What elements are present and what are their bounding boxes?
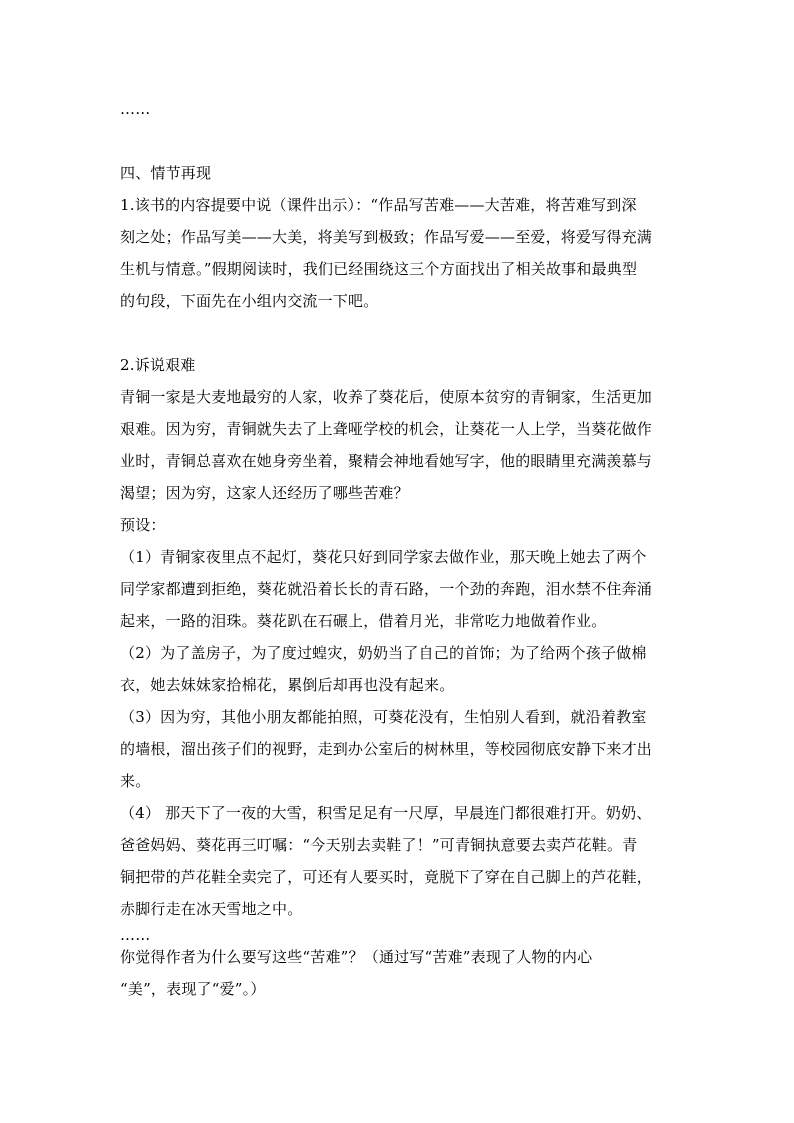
preset-label: 预设：: [120, 516, 166, 534]
para1-line: 1.该书的内容提要中说（课件出示）：“作品写苦难——大苦难，将苦难写到深: [120, 196, 637, 214]
item3-line: （3）因为穷，其他小朋友都能拍照，可葵花没有，生怕别人看到，就沿着教室: [120, 708, 647, 726]
item1-line: 起来，一路的泪珠。葵花趴在石碾上，借着月光，非常吃力地做着作业。: [120, 612, 607, 630]
item4-line: 赤脚行走在冰天雪地之中。: [120, 900, 303, 918]
item3-line: 来。: [120, 772, 151, 790]
question-line: 你觉得作者为什么要写这些“苦难”？（通过写“苦难”表现了人物的内心: [120, 948, 593, 966]
item3-line: 的墙根，溜出孩子们的视野，走到办公室后的树林里，等校园彻底安静下来才出: [120, 740, 653, 758]
para1-line: 刻之处；作品写美——大美，将美写到极致；作品写爱——至爱，将爱写得充满: [120, 228, 653, 246]
item2-line: （2）为了盖房子，为了度过蝗灾，奶奶当了自己的首饰；为了给两个孩子做棉: [120, 644, 647, 662]
item4-line: 铜把带的芦花鞋全卖完了，可还有人要买时，竟脱下了穿在自己脚上的芦花鞋，: [120, 868, 653, 886]
item4-line: （4） 那天下了一夜的大雪，积雪足足有一尺厚，早晨连门都很难打开。奶奶、: [120, 804, 652, 822]
question-line: “美”，表现了“爱”。）: [120, 980, 266, 998]
item4-line: 爸爸妈妈、葵花再三叮嘱：“今天别去卖鞋了！”可青铜执意要去卖芦花鞋。青: [120, 836, 638, 854]
para2-line: 业时，青铜总喜欢在她身旁坐着，聚精会神地看她写字，他的眼睛里充满羡慕与: [120, 452, 653, 470]
para2-line: 渴望；因为穷，这家人还经历了哪些苦难？: [120, 484, 409, 502]
item1-line: 同学家都遭到拒绝，葵花就沿着长长的青石路，一个劲的奔跑，泪水禁不住奔涌: [120, 580, 653, 598]
para2-line: 青铜一家是大麦地最穷的人家，收养了葵花后，使原本贫穷的青铜家，生活更加: [120, 388, 653, 406]
ellipsis-bottom: ……: [120, 926, 151, 944]
para1-line: 生机与情意。”假期阅读时，我们已经围绕这三个方面找出了相关故事和最典型: [120, 260, 638, 278]
item1-line: （1）青铜家夜里点不起灯，葵花只好到同学家去做作业，那天晚上她去了两个: [120, 548, 647, 566]
para2-line: 艰难。因为穷，青铜就失去了上聋哑学校的机会，让葵花一人上学，当葵花做作: [120, 420, 653, 438]
para1-line: 的句段，下面先在小组内交流一下吧。: [120, 292, 379, 310]
subheading-hardship: 2.诉说艰难: [120, 356, 196, 374]
ellipsis-top: ……: [120, 100, 151, 118]
section-heading: 四、情节再现: [120, 164, 212, 182]
item2-line: 衣，她去妹妹家拾棉花，累倒后却再也没有起来。: [120, 676, 455, 694]
